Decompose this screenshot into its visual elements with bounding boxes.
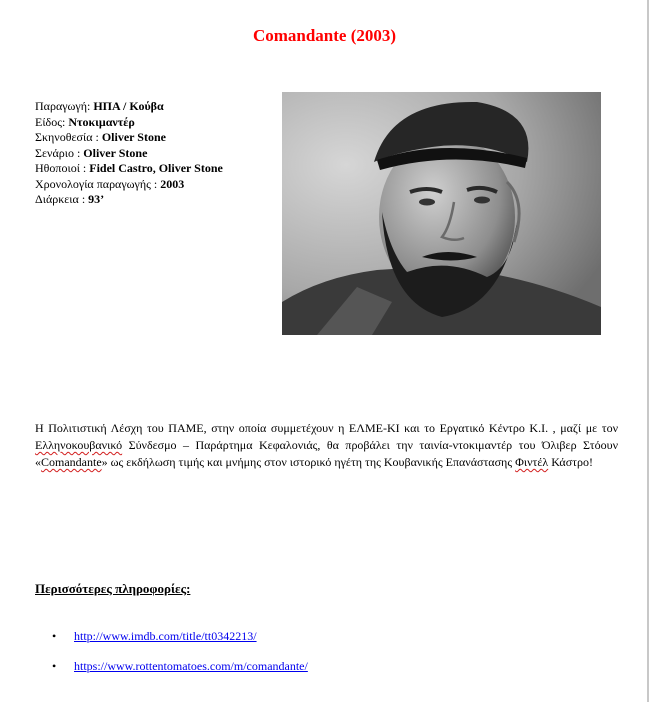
paragraph-text: » ως εκδήλωση τιμής και μνήμης στον ιστορικό ηγέτη της Κουβανικής Επανάστασης bbox=[101, 455, 516, 469]
bullet-icon: • bbox=[52, 659, 57, 673]
portrait-photo bbox=[282, 92, 601, 335]
info-value: Fidel Castro, Oliver Stone bbox=[89, 161, 223, 175]
info-row-year bbox=[35, 177, 223, 193]
misspelled-word[interactable]: Φιντέλ bbox=[515, 455, 549, 469]
info-value: Oliver Stone bbox=[83, 145, 148, 160]
bullet-icon: • bbox=[52, 629, 57, 643]
paragraph-text: Σύνδεσμο – Παράρτημα Κεφαλονιάς, θα προβάλει την ταινία-ντοκιμαντέρ του Όλιβερ Στόουν « bbox=[35, 438, 618, 469]
info-row-director bbox=[35, 130, 223, 146]
paragraph-text: Κάστρο! bbox=[548, 455, 593, 469]
info-value: Oliver Stone bbox=[101, 130, 166, 144]
info-label: Είδος: bbox=[35, 114, 69, 129]
rottentomatoes-link[interactable]: https://www.rottentomatoes.com/m/comandante/ bbox=[74, 659, 308, 673]
page-title: Comandante (2003) bbox=[252, 26, 397, 45]
info-row-screenplay bbox=[35, 146, 223, 162]
paragraph-text: Η Πολιτιστική Λέσχη του ΠΑΜΕ, στην οποία συμμετέχουν η ΕΛΜΕ-ΚΙ και το Εργατικό Κέντρο Κ.Ι. , μαζί με τον bbox=[35, 421, 618, 435]
info-row-cast bbox=[35, 161, 223, 177]
info-row-production bbox=[35, 99, 223, 115]
info-label: Σενάριο : bbox=[35, 145, 84, 160]
info-value: 2003 bbox=[160, 176, 185, 191]
misspelled-word[interactable]: Comandante bbox=[41, 455, 102, 469]
info-label: Ηθοποιοί : bbox=[35, 161, 90, 175]
info-label: Σκηνοθεσία : bbox=[35, 130, 102, 144]
info-value: Ντοκιμαντέρ bbox=[68, 114, 135, 129]
info-value: ΗΠΑ / Κούβα bbox=[93, 99, 164, 113]
info-label: Διάρκεια : bbox=[35, 192, 89, 206]
info-label: Παραγωγή: bbox=[35, 99, 94, 113]
info-value: 93’ bbox=[88, 192, 105, 206]
info-row-duration bbox=[35, 192, 223, 208]
film-info bbox=[35, 99, 223, 208]
info-label: Χρονολογία παραγωγής : bbox=[35, 176, 161, 191]
announcement-paragraph bbox=[35, 420, 618, 471]
portrait-illustration bbox=[282, 92, 601, 335]
more-info-heading: Περισσότερες πληροφορίες: bbox=[35, 581, 191, 596]
imdb-link[interactable]: http://www.imdb.com/title/tt0342213/ bbox=[74, 629, 257, 643]
misspelled-word[interactable]: Ελληνοκουβανικό bbox=[35, 438, 123, 452]
info-row-genre bbox=[35, 115, 223, 131]
